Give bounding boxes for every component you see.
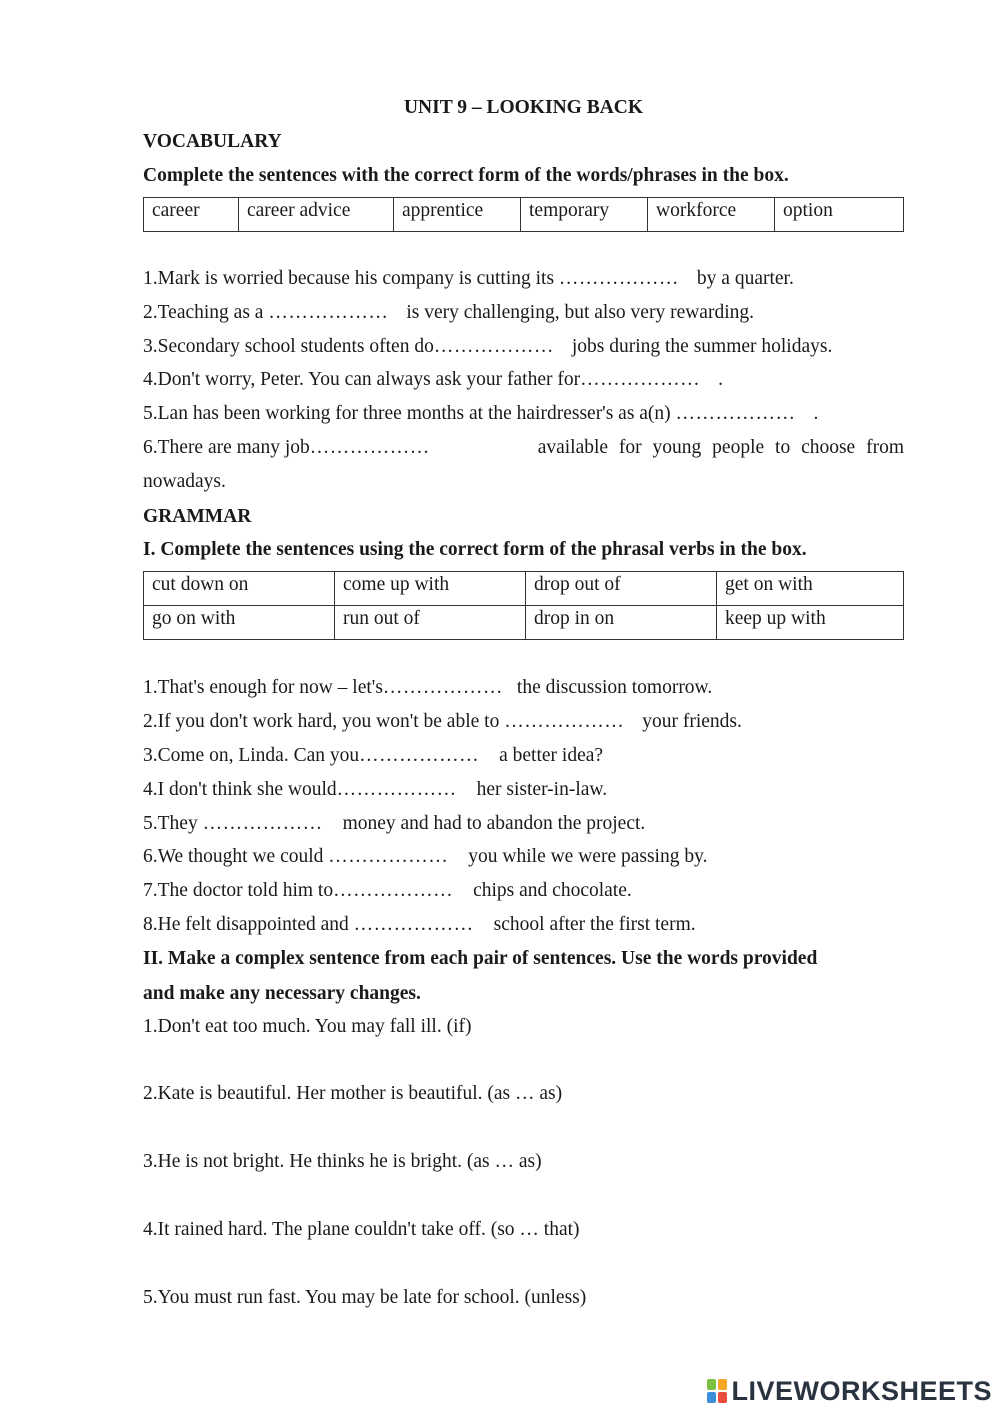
vocabulary-word-box bbox=[143, 197, 904, 232]
grammar-part2-instruction-continued: and make any necessary changes. bbox=[143, 983, 421, 1004]
vocabulary-instruction: Complete the sentences with the correct form of the words/phrases in the box. bbox=[143, 165, 789, 186]
grammar-part2-instruction: II. Make a complex sentence from each pair of sentences. Use the words provided bbox=[143, 948, 818, 969]
answer-blank[interactable]: ……………… bbox=[580, 369, 701, 390]
word-box-cell: workforce bbox=[648, 198, 775, 232]
word-box-cell: option bbox=[775, 198, 904, 232]
word-box-cell: temporary bbox=[521, 198, 648, 232]
answer-blank[interactable]: ……………… bbox=[202, 813, 323, 834]
phrasal-verb-cell: go on with bbox=[144, 606, 335, 640]
word-box-cell: career bbox=[144, 198, 239, 232]
answer-blank[interactable]: ……………… bbox=[359, 745, 480, 766]
vocab-item-6: 6.There are many job……………… available for young people to choose from bbox=[143, 437, 904, 458]
grammar-item-5: 5.They ……………… money and had to abandon the project. bbox=[143, 813, 646, 834]
grammar-item-2: 2.If you don't work hard, you won't be able to ……………… your friends. bbox=[143, 711, 742, 732]
vocab-item-3: 3.Secondary school students often do……………… jobs during the summer holidays. bbox=[143, 336, 833, 357]
answer-blank[interactable]: ……………… bbox=[504, 711, 625, 732]
answer-blank[interactable]: ……………… bbox=[558, 268, 679, 289]
grammar-item-4: 4.I don't think she would……………… her sister-in-law. bbox=[143, 779, 608, 800]
liveworksheets-logo-text: LIVEWORKSHEETS bbox=[731, 1376, 992, 1406]
grammar-heading: GRAMMAR bbox=[143, 506, 252, 527]
vocabulary-heading: VOCABULARY bbox=[143, 131, 282, 152]
word-box-cell: apprentice bbox=[394, 198, 521, 232]
answer-blank[interactable]: ……………… bbox=[333, 880, 454, 901]
sentence-item-4: 4.It rained hard. The plane couldn't take off. (so … that) bbox=[143, 1219, 580, 1240]
page-title: UNIT 9 – LOOKING BACK bbox=[403, 97, 644, 118]
answer-blank[interactable]: ……………… bbox=[382, 677, 503, 698]
grammar-item-7: 7.The doctor told him to……………… chips and chocolate. bbox=[143, 880, 632, 901]
phrasal-verb-cell: keep up with bbox=[717, 606, 904, 640]
sentence-item-1: 1.Don't eat too much. You may fall ill. (if) bbox=[143, 1016, 472, 1037]
sentence-item-5: 5.You must run fast. You may be late for school. (unless) bbox=[143, 1287, 587, 1308]
grammar-item-1: 1.That's enough for now – let's……………… the discussion tomorrow. bbox=[143, 677, 713, 698]
answer-blank[interactable]: ……………… bbox=[268, 302, 389, 323]
word-box-cell: career advice bbox=[239, 198, 394, 232]
phrasal-verb-cell: drop in on bbox=[526, 606, 717, 640]
grammar-item-3: 3.Come on, Linda. Can you……………… a better idea? bbox=[143, 745, 604, 766]
vocab-item-2: 2.Teaching as a ……………… is very challenging, but also very rewarding. bbox=[143, 302, 754, 323]
vocab-item-5: 5.Lan has been working for three months at the hairdresser's as a(n) ……………… . bbox=[143, 403, 819, 424]
answer-blank[interactable]: ……………… bbox=[353, 914, 474, 935]
liveworksheets-logo[interactable] bbox=[707, 1376, 992, 1407]
phrasal-verb-cell: cut down on bbox=[144, 572, 335, 606]
sentence-item-3: 3.He is not bright. He thinks he is bright. (as … as) bbox=[143, 1151, 542, 1172]
answer-blank[interactable]: ……………… bbox=[675, 403, 796, 424]
answer-blank[interactable]: ……………… bbox=[309, 437, 430, 458]
liveworksheets-logo-icon bbox=[707, 1379, 729, 1405]
phrasal-verb-cell: get on with bbox=[717, 572, 904, 606]
phrasal-verb-cell: run out of bbox=[335, 606, 526, 640]
answer-blank[interactable]: ……………… bbox=[328, 846, 449, 867]
phrasal-verb-cell: come up with bbox=[335, 572, 526, 606]
grammar-item-8: 8.He felt disappointed and ……………… school after the first term. bbox=[143, 914, 696, 935]
sentence-item-2: 2.Kate is beautiful. Her mother is beautiful. (as … as) bbox=[143, 1083, 563, 1104]
phrasal-verb-box bbox=[143, 571, 904, 640]
phrasal-verb-cell: drop out of bbox=[526, 572, 717, 606]
vocab-item-6-continued: nowadays. bbox=[143, 471, 226, 492]
vocab-item-1: 1.Mark is worried because his company is cutting its ……………… by a quarter. bbox=[143, 268, 794, 289]
vocab-item-4: 4.Don't worry, Peter. You can always ask your father for……………… . bbox=[143, 369, 723, 390]
grammar-item-6: 6.We thought we could ……………… you while we were passing by. bbox=[143, 846, 708, 867]
grammar-part1-instruction: I. Complete the sentences using the correct form of the phrasal verbs in the box. bbox=[143, 539, 807, 560]
answer-blank[interactable]: ……………… bbox=[433, 336, 554, 357]
answer-blank[interactable]: ……………… bbox=[336, 779, 457, 800]
